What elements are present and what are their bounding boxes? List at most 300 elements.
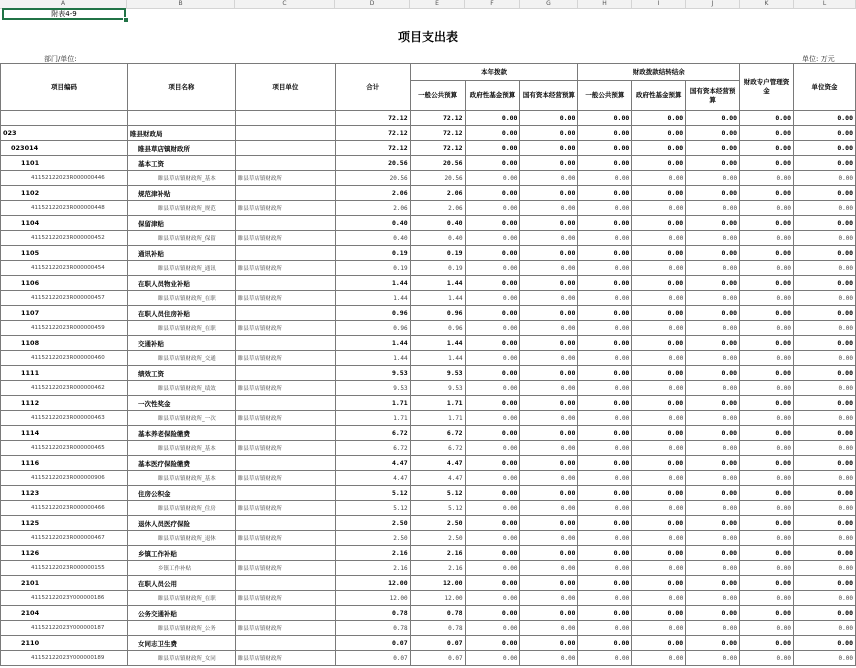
cell-unit[interactable]	[235, 426, 335, 441]
cell-value[interactable]: 0.00	[632, 186, 686, 201]
header-sub-state-capital-carry[interactable]: 国有资本经营预算	[686, 81, 740, 111]
table-row[interactable]	[1, 141, 856, 156]
cell-value[interactable]: 0.00	[740, 516, 794, 531]
cell-value[interactable]: 0.00	[578, 321, 632, 336]
cell-code[interactable]: 41152122023R000000906	[1, 471, 128, 486]
cell-value[interactable]: 0.00	[465, 561, 520, 576]
cell-value[interactable]: 0.00	[520, 111, 578, 126]
cell-value[interactable]: 20.56	[410, 171, 465, 186]
cell-value[interactable]: 0.00	[578, 426, 632, 441]
cell-value[interactable]: 6.72	[410, 441, 465, 456]
cell-value[interactable]: 0.00	[578, 606, 632, 621]
column-header-k[interactable]: K	[740, 0, 794, 8]
table-row[interactable]	[1, 126, 856, 141]
cell-value[interactable]: 0.00	[520, 231, 578, 246]
cell-value[interactable]: 0.00	[686, 111, 740, 126]
cell-value[interactable]: 0.00	[740, 576, 794, 591]
cell-value[interactable]: 0.00	[794, 426, 856, 441]
header-code[interactable]: 项目编码	[1, 64, 128, 111]
cell-value[interactable]: 0.00	[465, 591, 520, 606]
cell-value[interactable]: 0.00	[578, 246, 632, 261]
column-header-h[interactable]: H	[578, 0, 632, 8]
cell-value[interactable]: 72.12	[410, 141, 465, 156]
cell-name[interactable]: 睢县草店镇财政所_公务	[127, 621, 235, 636]
cell-value[interactable]: 0.00	[465, 426, 520, 441]
cell-value[interactable]: 0.00	[740, 201, 794, 216]
cell-value[interactable]: 4.47	[335, 471, 410, 486]
cell-value[interactable]: 0.07	[335, 651, 410, 666]
cell-value[interactable]: 0.00	[465, 516, 520, 531]
cell-value[interactable]: 0.00	[632, 426, 686, 441]
table-row[interactable]	[1, 531, 856, 546]
cell-value[interactable]: 0.00	[632, 621, 686, 636]
table-row[interactable]	[1, 471, 856, 486]
cell-value[interactable]: 0.00	[578, 486, 632, 501]
cell-value[interactable]: 0.00	[465, 546, 520, 561]
cell-value[interactable]: 2.06	[335, 186, 410, 201]
cell-value[interactable]: 0.00	[794, 501, 856, 516]
cell-value[interactable]: 0.00	[632, 411, 686, 426]
cell-value[interactable]: 0.00	[465, 111, 520, 126]
cell-value[interactable]: 0.00	[465, 606, 520, 621]
cell-value[interactable]: 0.07	[335, 636, 410, 651]
cell-name[interactable]: 乡镇工作补贴	[127, 546, 235, 561]
cell-value[interactable]: 0.00	[465, 261, 520, 276]
cell-unit[interactable]	[235, 606, 335, 621]
cell-value[interactable]: 0.00	[794, 126, 856, 141]
cell-code[interactable]	[1, 111, 128, 126]
cell-value[interactable]: 0.00	[520, 426, 578, 441]
cell-value[interactable]: 0.00	[686, 231, 740, 246]
table-row[interactable]	[1, 426, 856, 441]
cell-value[interactable]: 0.00	[632, 156, 686, 171]
cell-value[interactable]: 0.00	[465, 306, 520, 321]
cell-value[interactable]: 0.00	[520, 306, 578, 321]
cell-value[interactable]: 0.00	[520, 321, 578, 336]
cell-value[interactable]: 0.00	[686, 246, 740, 261]
cell-value[interactable]: 0.00	[578, 336, 632, 351]
cell-value[interactable]: 0.00	[465, 201, 520, 216]
cell-name[interactable]: 睢县草店镇财政所_保留	[127, 231, 235, 246]
cell-unit[interactable]	[235, 456, 335, 471]
cell-name[interactable]: 睢县草店镇财政所_绩效	[127, 381, 235, 396]
cell-name[interactable]: 睢县草店镇财政所_住房	[127, 501, 235, 516]
cell-name[interactable]: 公务交通补贴	[127, 606, 235, 621]
cell-unit[interactable]	[235, 516, 335, 531]
cell-value[interactable]: 0.00	[740, 351, 794, 366]
cell-value[interactable]: 0.00	[632, 216, 686, 231]
cell-value[interactable]: 0.00	[794, 306, 856, 321]
cell-value[interactable]: 0.00	[465, 621, 520, 636]
cell-name[interactable]	[127, 111, 235, 126]
table-row[interactable]	[1, 306, 856, 321]
cell-value[interactable]: 0.00	[465, 231, 520, 246]
cell-value[interactable]: 0.00	[578, 156, 632, 171]
cell-value[interactable]: 0.00	[520, 576, 578, 591]
cell-value[interactable]: 0.00	[794, 336, 856, 351]
cell-value[interactable]: 0.00	[578, 411, 632, 426]
cell-name[interactable]: 绩效工资	[127, 366, 235, 381]
cell-value[interactable]: 0.00	[740, 651, 794, 666]
table-row[interactable]	[1, 246, 856, 261]
cell-value[interactable]: 5.12	[335, 501, 410, 516]
cell-code[interactable]: 1116	[1, 456, 128, 471]
cell-value[interactable]: 0.00	[578, 186, 632, 201]
cell-value[interactable]: 4.47	[410, 456, 465, 471]
cell-value[interactable]: 0.00	[740, 366, 794, 381]
cell-code[interactable]: 1126	[1, 546, 128, 561]
cell-unit[interactable]: 睢县草店镇财政所	[235, 651, 335, 666]
table-row[interactable]	[1, 516, 856, 531]
header-unit-funds[interactable]: 单位资金	[794, 64, 856, 111]
cell-value[interactable]: 1.44	[410, 336, 465, 351]
column-header-j[interactable]: J	[686, 0, 740, 8]
cell-value[interactable]: 1.44	[335, 336, 410, 351]
cell-value[interactable]: 0.96	[410, 321, 465, 336]
header-sub-state-capital[interactable]: 国有资本经营预算	[520, 81, 578, 111]
cell-unit[interactable]	[235, 156, 335, 171]
cell-value[interactable]: 0.00	[740, 231, 794, 246]
cell-value[interactable]: 0.00	[632, 231, 686, 246]
cell-value[interactable]: 0.00	[686, 276, 740, 291]
cell-value[interactable]: 0.00	[520, 126, 578, 141]
cell-value[interactable]: 0.00	[740, 621, 794, 636]
cell-value[interactable]: 0.00	[686, 456, 740, 471]
cell-value[interactable]: 0.00	[794, 561, 856, 576]
cell-code[interactable]: 1102	[1, 186, 128, 201]
cell-value[interactable]: 0.00	[578, 126, 632, 141]
cell-value[interactable]: 0.00	[465, 456, 520, 471]
cell-value[interactable]: 0.00	[465, 531, 520, 546]
cell-code[interactable]: 1105	[1, 246, 128, 261]
cell-value[interactable]: 72.12	[335, 141, 410, 156]
cell-value[interactable]: 1.44	[335, 351, 410, 366]
cell-value[interactable]: 0.00	[632, 486, 686, 501]
cell-value[interactable]: 0.00	[632, 501, 686, 516]
cell-value[interactable]: 0.00	[794, 471, 856, 486]
cell-code[interactable]: 023	[1, 126, 128, 141]
cell-unit[interactable]	[235, 186, 335, 201]
column-header-l[interactable]: L	[794, 0, 856, 8]
cell-unit[interactable]: 睢县草店镇财政所	[235, 381, 335, 396]
cell-value[interactable]: 0.00	[794, 366, 856, 381]
cell-code[interactable]: 2101	[1, 576, 128, 591]
cell-value[interactable]: 0.00	[794, 456, 856, 471]
cell-value[interactable]: 0.00	[632, 651, 686, 666]
cell-value[interactable]: 0.00	[794, 291, 856, 306]
cell-code[interactable]: 41152122023R000000465	[1, 441, 128, 456]
cell-name[interactable]: 睢县草店镇财政所_通讯	[127, 261, 235, 276]
cell-value[interactable]: 0.00	[578, 456, 632, 471]
cell-value[interactable]: 0.00	[578, 216, 632, 231]
cell-code[interactable]: 41152122023R000000467	[1, 531, 128, 546]
cell-code[interactable]: 2104	[1, 606, 128, 621]
cell-value[interactable]: 0.00	[740, 486, 794, 501]
table-row[interactable]	[1, 411, 856, 426]
cell-unit[interactable]: 睢县草店镇财政所	[235, 171, 335, 186]
cell-name[interactable]: 睢县草店镇财政所_在职	[127, 321, 235, 336]
cell-value[interactable]: 0.00	[632, 321, 686, 336]
cell-value[interactable]: 0.00	[632, 546, 686, 561]
cell-value[interactable]: 0.00	[794, 606, 856, 621]
cell-value[interactable]: 0.00	[686, 606, 740, 621]
cell-unit[interactable]	[235, 111, 335, 126]
header-special-funds[interactable]: 财政专户管理资金	[740, 64, 794, 111]
cell-value[interactable]: 0.00	[632, 471, 686, 486]
cell-value[interactable]: 0.00	[632, 606, 686, 621]
cell-value[interactable]: 0.00	[686, 141, 740, 156]
cell-value[interactable]: 0.00	[520, 591, 578, 606]
cell-value[interactable]: 0.00	[794, 381, 856, 396]
cell-value[interactable]: 0.07	[410, 636, 465, 651]
cell-value[interactable]: 2.16	[410, 561, 465, 576]
cell-value[interactable]: 0.00	[632, 561, 686, 576]
cell-value[interactable]: 0.00	[686, 621, 740, 636]
table-row[interactable]	[1, 111, 856, 126]
cell-value[interactable]: 0.00	[632, 261, 686, 276]
table-row[interactable]	[1, 336, 856, 351]
cell-value[interactable]: 0.00	[740, 171, 794, 186]
cell-unit[interactable]: 睢县草店镇财政所	[235, 291, 335, 306]
header-current-year[interactable]: 本年拨款	[410, 64, 578, 81]
table-row[interactable]	[1, 156, 856, 171]
cell-value[interactable]: 0.00	[520, 471, 578, 486]
cell-value[interactable]: 0.00	[465, 156, 520, 171]
cell-value[interactable]: 0.00	[794, 156, 856, 171]
cell-unit[interactable]: 睢县草店镇财政所	[235, 351, 335, 366]
cell-value[interactable]: 12.00	[410, 576, 465, 591]
cell-unit[interactable]: 睢县草店镇财政所	[235, 471, 335, 486]
cell-value[interactable]: 0.00	[578, 171, 632, 186]
cell-value[interactable]: 0.00	[520, 336, 578, 351]
cell-unit[interactable]	[235, 636, 335, 651]
cell-value[interactable]: 0.00	[578, 231, 632, 246]
cell-value[interactable]: 0.00	[686, 561, 740, 576]
cell-value[interactable]: 0.00	[578, 576, 632, 591]
cell-value[interactable]: 0.00	[632, 516, 686, 531]
table-row[interactable]	[1, 201, 856, 216]
cell-value[interactable]: 0.00	[740, 501, 794, 516]
cell-value[interactable]: 0.00	[686, 426, 740, 441]
cell-value[interactable]: 0.00	[632, 396, 686, 411]
cell-value[interactable]: 0.00	[740, 246, 794, 261]
cell-value[interactable]: 0.00	[740, 216, 794, 231]
table-row[interactable]	[1, 171, 856, 186]
table-row[interactable]	[1, 576, 856, 591]
cell-code[interactable]: 1101	[1, 156, 128, 171]
cell-value[interactable]: 0.00	[740, 141, 794, 156]
cell-value[interactable]: 5.12	[410, 501, 465, 516]
cell-code[interactable]: 41152122023R000000448	[1, 201, 128, 216]
header-carryover[interactable]: 财政拨款结转结余	[578, 64, 740, 81]
cell-value[interactable]: 1.44	[335, 291, 410, 306]
cell-value[interactable]: 0.00	[686, 351, 740, 366]
cell-value[interactable]: 0.00	[794, 141, 856, 156]
cell-value[interactable]: 0.00	[794, 261, 856, 276]
table-row[interactable]	[1, 441, 856, 456]
cell-name[interactable]: 退休人员医疗保险	[127, 516, 235, 531]
cell-code[interactable]: 023014	[1, 141, 128, 156]
cell-value[interactable]: 0.00	[465, 576, 520, 591]
cell-value[interactable]: 0.00	[740, 261, 794, 276]
cell-value[interactable]: 0.00	[686, 411, 740, 426]
cell-unit[interactable]	[235, 486, 335, 501]
cell-value[interactable]: 20.56	[410, 156, 465, 171]
cell-name[interactable]: 规范津补贴	[127, 186, 235, 201]
cell-value[interactable]: 2.16	[335, 561, 410, 576]
cell-value[interactable]: 0.00	[794, 321, 856, 336]
cell-name[interactable]: 保留津贴	[127, 216, 235, 231]
cell-unit[interactable]: 睢县草店镇财政所	[235, 531, 335, 546]
cell-value[interactable]: 0.00	[520, 366, 578, 381]
cell-value[interactable]: 0.00	[465, 651, 520, 666]
cell-value[interactable]: 0.00	[632, 336, 686, 351]
cell-value[interactable]: 0.00	[578, 546, 632, 561]
cell-value[interactable]: 0.78	[410, 621, 465, 636]
cell-value[interactable]: 0.00	[465, 141, 520, 156]
cell-value[interactable]: 0.00	[520, 141, 578, 156]
cell-value[interactable]: 0.00	[578, 516, 632, 531]
cell-value[interactable]: 0.00	[686, 171, 740, 186]
cell-value[interactable]: 0.00	[578, 651, 632, 666]
cell-value[interactable]: 9.53	[410, 366, 465, 381]
table-row[interactable]	[1, 321, 856, 336]
cell-unit[interactable]	[235, 216, 335, 231]
cell-unit[interactable]: 睢县草店镇财政所	[235, 561, 335, 576]
cell-value[interactable]: 0.19	[410, 261, 465, 276]
cell-value[interactable]: 0.00	[686, 336, 740, 351]
cell-value[interactable]: 0.00	[520, 351, 578, 366]
cell-value[interactable]: 0.40	[335, 231, 410, 246]
cell-value[interactable]: 5.12	[335, 486, 410, 501]
column-header-i[interactable]: I	[632, 0, 686, 8]
cell-name[interactable]: 在职人员物业补贴	[127, 276, 235, 291]
cell-value[interactable]: 0.00	[465, 171, 520, 186]
cell-value[interactable]: 0.00	[520, 291, 578, 306]
cell-value[interactable]: 0.00	[632, 636, 686, 651]
cell-code[interactable]: 1123	[1, 486, 128, 501]
cell-value[interactable]: 0.00	[740, 186, 794, 201]
cell-value[interactable]: 0.78	[410, 606, 465, 621]
cell-value[interactable]: 0.00	[740, 531, 794, 546]
table-row[interactable]	[1, 456, 856, 471]
cell-name[interactable]: 在职人员公用	[127, 576, 235, 591]
cell-value[interactable]: 0.00	[686, 486, 740, 501]
cell-value[interactable]: 0.00	[520, 246, 578, 261]
cell-value[interactable]: 0.00	[578, 591, 632, 606]
cell-value[interactable]: 0.00	[465, 411, 520, 426]
cell-value[interactable]: 1.44	[410, 276, 465, 291]
cell-value[interactable]: 0.00	[632, 531, 686, 546]
cell-value[interactable]: 0.00	[740, 381, 794, 396]
cell-value[interactable]: 0.00	[686, 381, 740, 396]
cell-value[interactable]: 0.00	[520, 276, 578, 291]
table-row[interactable]	[1, 636, 856, 651]
cell-value[interactable]: 0.00	[465, 126, 520, 141]
cell-unit[interactable]	[235, 246, 335, 261]
cell-value[interactable]: 0.00	[740, 306, 794, 321]
cell-value[interactable]: 0.00	[794, 396, 856, 411]
table-row[interactable]	[1, 591, 856, 606]
cell-value[interactable]: 0.00	[520, 171, 578, 186]
cell-value[interactable]: 2.06	[410, 201, 465, 216]
cell-value[interactable]: 2.16	[335, 546, 410, 561]
cell-name[interactable]: 睢县财政局	[127, 126, 235, 141]
cell-value[interactable]: 0.00	[578, 141, 632, 156]
table-row[interactable]	[1, 486, 856, 501]
cell-value[interactable]: 0.40	[335, 216, 410, 231]
cell-value[interactable]: 0.00	[465, 336, 520, 351]
cell-value[interactable]: 0.00	[520, 156, 578, 171]
cell-value[interactable]: 0.00	[520, 186, 578, 201]
cell-value[interactable]: 0.00	[578, 201, 632, 216]
cell-value[interactable]: 0.00	[520, 651, 578, 666]
cell-value[interactable]: 6.72	[335, 426, 410, 441]
cell-value[interactable]: 0.00	[632, 441, 686, 456]
table-row[interactable]	[1, 561, 856, 576]
cell-value[interactable]: 2.50	[335, 531, 410, 546]
cell-unit[interactable]: 睢县草店镇财政所	[235, 621, 335, 636]
cell-value[interactable]: 0.00	[520, 216, 578, 231]
cell-value[interactable]: 0.00	[578, 636, 632, 651]
cell-code[interactable]: 41152122023R000000452	[1, 231, 128, 246]
header-unit[interactable]: 项目单位	[235, 64, 335, 111]
cell-value[interactable]: 0.00	[632, 591, 686, 606]
cell-value[interactable]: 0.00	[686, 651, 740, 666]
cell-value[interactable]: 0.00	[794, 186, 856, 201]
cell-value[interactable]: 72.12	[410, 126, 465, 141]
column-header-c[interactable]: C	[235, 0, 335, 8]
table-row[interactable]	[1, 216, 856, 231]
cell-value[interactable]: 0.00	[520, 546, 578, 561]
cell-value[interactable]: 6.72	[335, 441, 410, 456]
cell-value[interactable]: 0.00	[794, 486, 856, 501]
cell-value[interactable]: 0.00	[740, 426, 794, 441]
column-header-e[interactable]: E	[410, 0, 465, 8]
cell-value[interactable]: 0.00	[578, 366, 632, 381]
table-row[interactable]	[1, 351, 856, 366]
cell-value[interactable]: 0.00	[740, 396, 794, 411]
cell-value[interactable]: 20.56	[335, 156, 410, 171]
cell-unit[interactable]	[235, 396, 335, 411]
cell-value[interactable]: 0.00	[465, 381, 520, 396]
cell-name[interactable]: 睢县草店镇财政所_规范	[127, 201, 235, 216]
cell-value[interactable]: 4.47	[335, 456, 410, 471]
cell-value[interactable]: 0.07	[410, 651, 465, 666]
header-sub-gov-fund-carry[interactable]: 政府性基金预算	[632, 81, 686, 111]
cell-code[interactable]: 1107	[1, 306, 128, 321]
cell-value[interactable]: 12.00	[335, 591, 410, 606]
cell-value[interactable]: 0.00	[465, 246, 520, 261]
cell-value[interactable]: 0.00	[632, 291, 686, 306]
cell-value[interactable]: 0.00	[465, 216, 520, 231]
cell-value[interactable]: 0.00	[632, 456, 686, 471]
cell-value[interactable]: 0.00	[578, 291, 632, 306]
table-row[interactable]	[1, 186, 856, 201]
cell-value[interactable]: 0.00	[686, 591, 740, 606]
cell-value[interactable]: 0.00	[520, 606, 578, 621]
column-header-a[interactable]: A	[0, 0, 127, 8]
cell-name[interactable]: 睢县草店镇财政所_基本	[127, 471, 235, 486]
cell-unit[interactable]: 睢县草店镇财政所	[235, 261, 335, 276]
cell-code[interactable]: 41152122023R000000454	[1, 261, 128, 276]
cell-code[interactable]: 1108	[1, 336, 128, 351]
cell-code[interactable]: 2110	[1, 636, 128, 651]
cell-code[interactable]: 1114	[1, 426, 128, 441]
cell-value[interactable]: 0.00	[520, 441, 578, 456]
cell-value[interactable]: 0.00	[520, 396, 578, 411]
cell-value[interactable]: 0.00	[686, 306, 740, 321]
